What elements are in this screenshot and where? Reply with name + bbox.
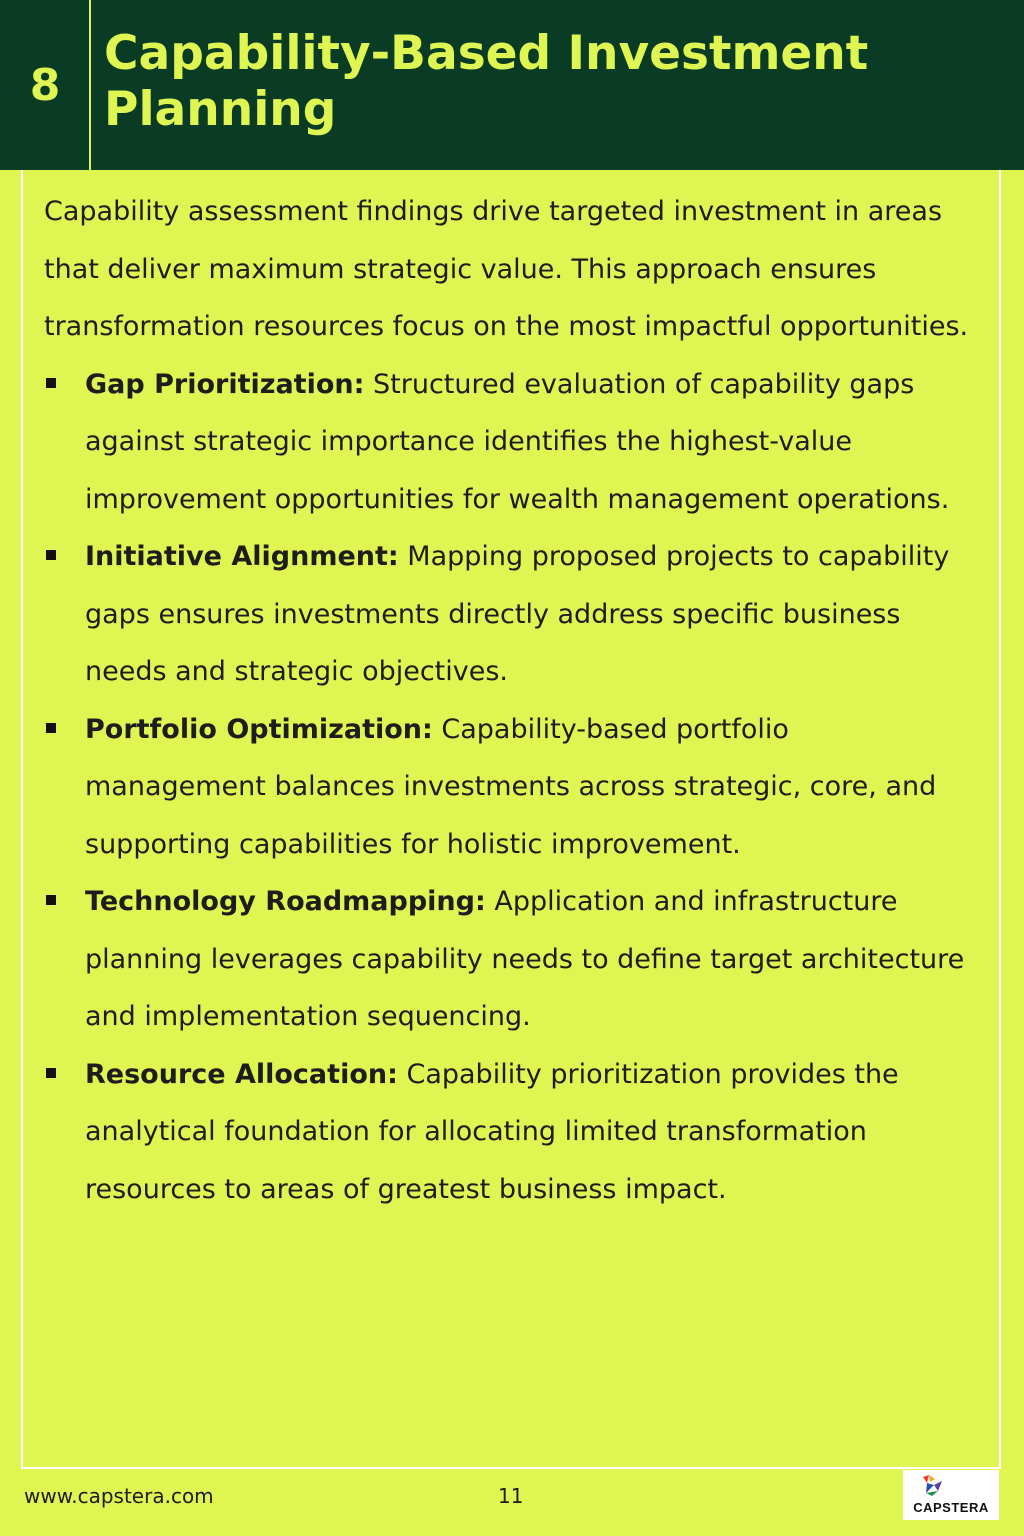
bullet-text: Mapping proposed projects to capability gaps ensures investments directly address specific business needs and strategic objectives.	[85, 541, 950, 687]
bullet-list	[44, 356, 974, 1219]
capstera-logo	[903, 1470, 999, 1520]
intro-paragraph: Capability assessment findings drive targeted investment in areas that deliver maximum strategic value. This approach ensures transformation resources focus on the most impactful opportunities.	[44, 196, 969, 342]
list-item	[44, 701, 974, 874]
list-item	[44, 356, 974, 529]
square-bullet-icon	[46, 1068, 56, 1078]
bullet-term: Technology Roadmapping:	[85, 886, 486, 917]
header-divider	[89, 0, 91, 170]
page-number: 11	[498, 1484, 524, 1508]
square-bullet-icon	[46, 378, 56, 388]
bullet-text: Application and infrastructure planning leverages capability needs to define target architecture and implementation sequencing.	[85, 886, 965, 1032]
page-header	[0, 0, 1024, 170]
bullet-term: Initiative Alignment:	[85, 541, 399, 572]
content-body	[44, 183, 974, 1218]
logo-text: CAPSTERA	[913, 1500, 989, 1515]
bullet-term: Gap Prioritization:	[85, 368, 365, 400]
square-bullet-icon	[46, 723, 56, 733]
list-item	[44, 1046, 974, 1219]
footer-url-link[interactable]: www.capstera.com	[24, 1484, 214, 1508]
square-bullet-icon	[46, 895, 56, 905]
section-number: 8	[29, 59, 61, 111]
square-bullet-icon	[46, 550, 56, 560]
capstera-logo-icon	[920, 1473, 946, 1497]
bullet-term: Portfolio Optimization:	[85, 713, 433, 745]
bullet-term: Resource Allocation:	[85, 1058, 398, 1090]
bullet-text: Structured evaluation of capability gaps against strategic importance identifies the highest-value improvement opportunities for wealth management operations.	[85, 368, 950, 515]
list-item	[44, 873, 974, 1046]
bullet-text: Capability prioritization provides the analytical foundation for allocating limited transformation resources to areas of greatest business impact.	[85, 1058, 899, 1205]
bullet-text: Capability-based portfolio management balances investments across strategic, core, and supporting capabilities for holistic improvement.	[85, 713, 937, 860]
list-item	[44, 528, 974, 701]
page-title: Capability-Based Investment Planning	[104, 26, 869, 137]
